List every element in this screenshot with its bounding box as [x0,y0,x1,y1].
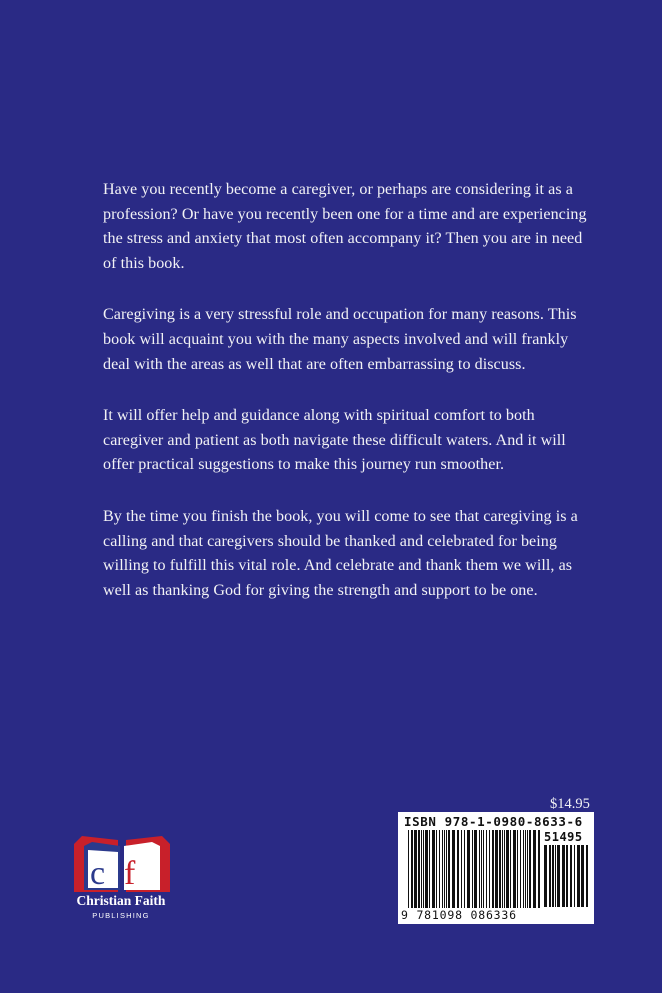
barcode-bar [525,830,526,908]
barcode-bar [555,845,556,907]
barcode-bar [408,830,409,908]
blurb-paragraph-2: Caregiving is a very stressful role and occupation for many reasons. This book will acquaint you with the many aspects involved and will frankly deal with the areas as well that are often embarrassing to discuss. [103,306,577,373]
barcode-bar [457,830,459,908]
barcode-bar [486,830,487,908]
blurb-paragraph-4: By the time you finish the book, you will come to see that caregiving is a calling and that caregivers should be thanked and celebrated for being willing to fulfill this vital role. And celebrate and thank them we will, as well as thanking God for giving the strength and support to be one. [103,507,578,599]
barcode-bar [570,845,572,907]
barcode-bar [432,830,435,908]
logo-f-letter: f [124,855,136,892]
barcode-bar [425,830,428,908]
barcode-bar [502,830,503,908]
barcode-bar [411,830,413,908]
logo-c-letter: c [90,855,106,892]
barcode-bar [444,830,445,908]
addon-number: 51495 [544,830,583,844]
barcode-bar [506,830,509,908]
barcode-bar [533,830,536,908]
barcode-bar [562,845,565,907]
barcode-bar [442,830,443,908]
barcode-bar [504,830,505,908]
barcode-bar [523,830,524,908]
barcode-bar [577,845,580,907]
barcode-bar [489,830,490,908]
barcode-bar [479,830,480,908]
barcode-bar [527,830,528,908]
barcode-bar [448,830,450,908]
price-label: $14.95 [550,796,590,812]
barcode-bar [446,830,447,908]
publisher-subtitle: PUBLISHING [92,911,150,920]
barcode-bar [574,845,575,907]
barcode-bar [557,845,560,907]
addon-barcode-bars [544,845,588,907]
barcode-bar [552,845,554,907]
barcode-bar [421,830,422,908]
barcode-bar [544,845,547,907]
barcode-bar [510,830,511,908]
barcode-bar [499,830,501,908]
barcode-bar [513,830,516,908]
blurb-paragraph-3: It will offer help and guidance along with spiritual comfort to both caregiver and patient as both navigate these difficult waters. And it will offer practical suggestions to make this journey run smoother. [103,407,566,474]
barcode-bar [414,830,417,908]
barcode-bar [481,830,482,908]
barcode-bar [418,830,420,908]
barcode-bar [538,830,540,908]
blurb-paragraph-1: Have you recently become a caregiver, or perhaps are considering it as a profession? Or have you recently been one for a time and are experiencing the stress and anxiety that most often accompany it? Then you are in need of this book. [103,181,587,272]
barcode-bar [586,845,588,907]
barcode-bar [436,830,437,908]
isbn-barcode [398,812,594,924]
publisher-name: Christian Faith [76,893,166,908]
barcode-bar [474,830,477,908]
barcode-bar [452,830,455,908]
barcode-bar [467,830,470,908]
barcode-bar [429,830,430,908]
barcode-bar [483,830,484,908]
barcode-bar [529,830,531,908]
back-cover-blurb [103,178,598,630]
barcode-bar [492,830,494,908]
ean-barcode-bars [408,830,540,908]
barcode-bar [461,830,462,908]
ean-number: 9 781098 086336 [401,908,517,922]
barcode-bar [423,830,424,908]
barcode-bar [472,830,473,908]
barcode-bar [549,845,551,907]
barcode-bar [581,845,584,907]
barcode-bar [566,845,568,907]
barcode-bar [495,830,498,908]
barcode-bar [520,830,521,908]
isbn-label: ISBN 978-1-0980-8633-6 [404,814,583,829]
barcode-bar [439,830,440,908]
barcode-bar [464,830,465,908]
barcode-bar [517,830,518,908]
